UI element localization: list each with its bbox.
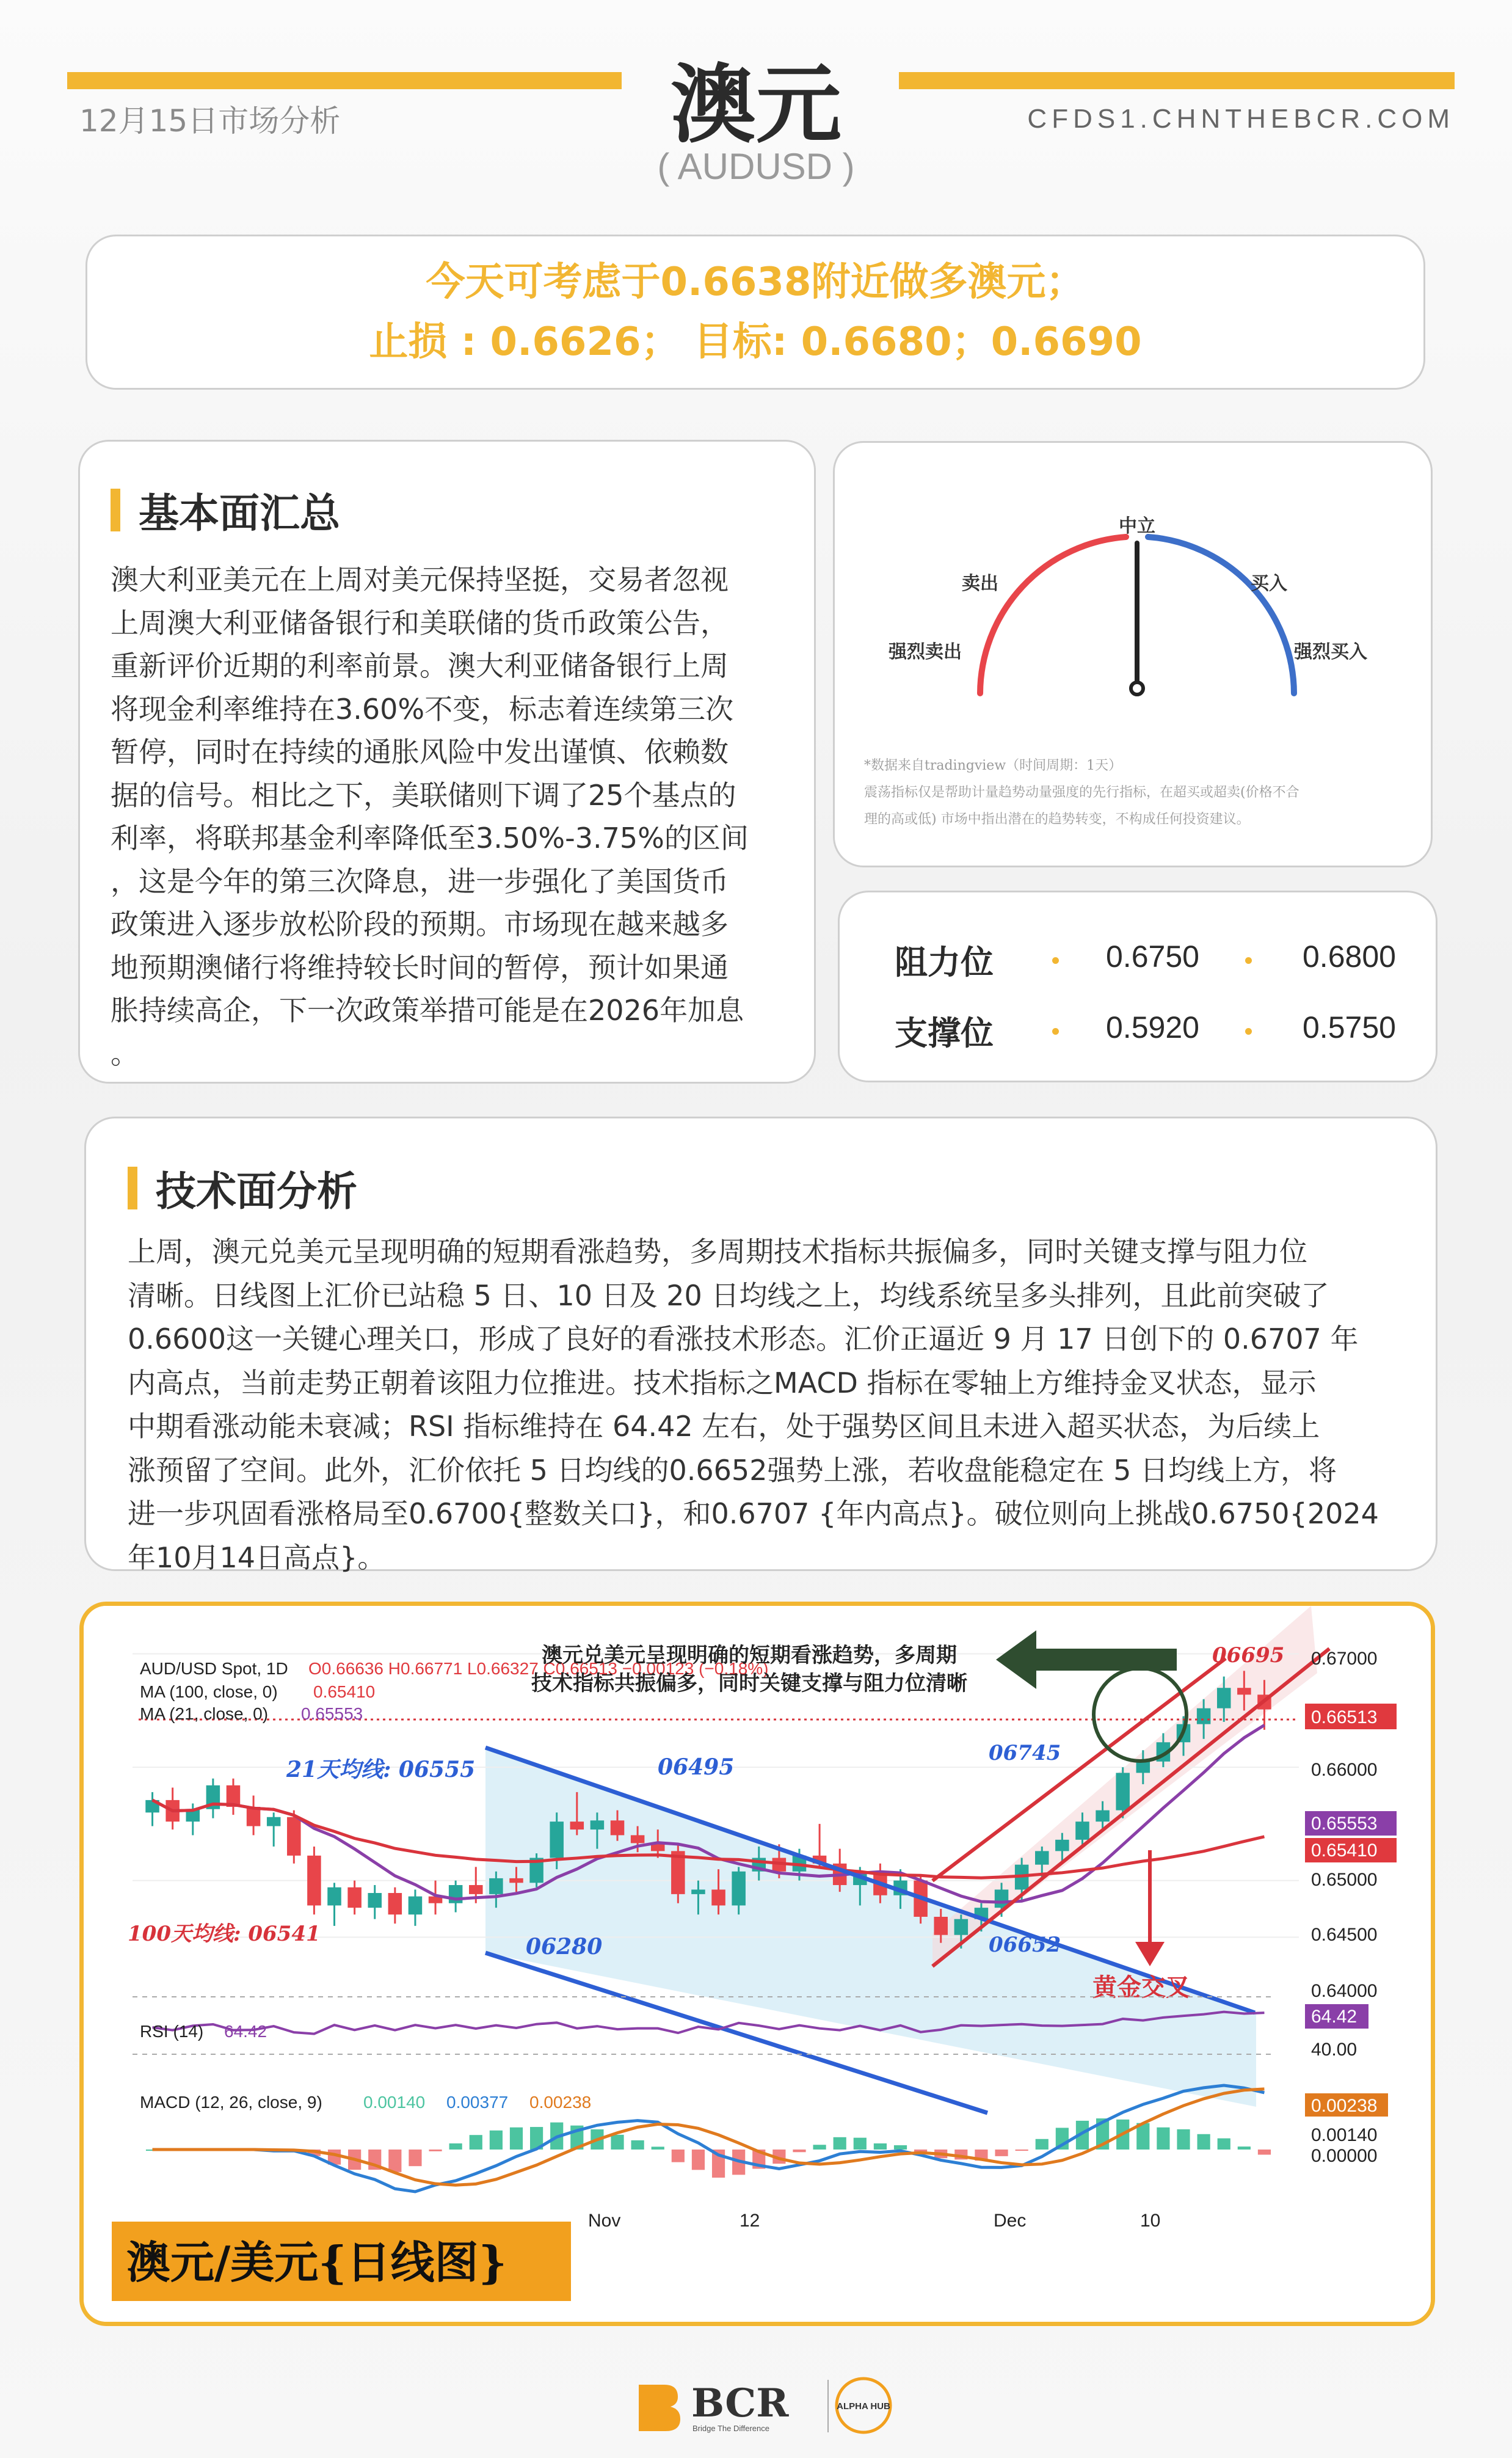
recommendation-targets: 止损 : 0.6626； 目标: 0.6680；0.6690 bbox=[369, 319, 1142, 365]
macd-histogram-bar bbox=[854, 2138, 867, 2150]
macd-histogram-bar bbox=[1238, 2146, 1251, 2150]
technical-card bbox=[84, 1117, 1437, 1574]
gauge-label-buy: 买入 bbox=[1251, 573, 1287, 594]
bullet-dot bbox=[1052, 957, 1059, 964]
gauge-label-strong-sell: 强烈卖出 bbox=[889, 641, 962, 663]
resistance-value: 0.6800 bbox=[1303, 939, 1396, 974]
resistance-value: 0.6750 bbox=[1106, 939, 1199, 974]
chart-annotation: 技术指标共振偏多，同时关键支撑与阻力位清晰 bbox=[531, 1671, 967, 1696]
macd-histogram-bar bbox=[429, 2150, 442, 2151]
candle-body bbox=[691, 1889, 705, 1894]
key-levels-card bbox=[838, 891, 1437, 1082]
footer-tagline: Bridge The Difference bbox=[692, 2424, 769, 2433]
technical-line: 中期看涨动能未衰减；RSI 指标维持在 64.42 左右，处于强势区间且未进入超买状态，为后续上 bbox=[128, 1410, 1320, 1443]
price-axis-tick: 0.64000 bbox=[1311, 1981, 1378, 2001]
chart-annotation: 澳元兑美元呈现明确的短期看涨趋势，多周期 bbox=[542, 1643, 957, 1668]
macd-histogram-bar bbox=[611, 2135, 623, 2150]
fundamental-line: 将现金利率维持在3.60%不变，标志着连续第三次 bbox=[111, 692, 734, 726]
candle-body bbox=[1217, 1688, 1231, 1708]
macd-histogram-bar bbox=[388, 2150, 401, 2172]
price-axis-tick: 0.64500 bbox=[1311, 1925, 1378, 1945]
technical-line: 0.6600这一关键心理关口，形成了良好的看涨技术形态。汇价正逼近 9 月 17 日创下的 0.6707 年 bbox=[128, 1322, 1359, 1355]
price-chart-card bbox=[79, 1602, 1435, 2326]
bcr-logo bbox=[635, 2366, 904, 2440]
macd-histogram-bar bbox=[1177, 2129, 1190, 2150]
fundamental-line: 澳大利亚美元在上周对美元保持坚挺，交易者忽视 bbox=[111, 563, 729, 596]
fundamental-line: 胀持续高企，下一次政策举措可能是在2026年加息 bbox=[111, 994, 744, 1027]
macd-line-value: 0.00377 bbox=[446, 2093, 509, 2112]
resistance-label: 阻力位 bbox=[895, 943, 994, 982]
candle-body bbox=[1035, 1851, 1049, 1864]
support-value: 0.5920 bbox=[1106, 1010, 1199, 1045]
x-axis-tick: 12 bbox=[740, 2211, 760, 2231]
gauge-label-sell: 卖出 bbox=[962, 573, 998, 594]
candle-body bbox=[732, 1872, 746, 1906]
technical-line: 涨预留了空间。此外，汇价依托 5 日均线的0.6652强势上涨，若收盘能稳定在 5 日均线上方，将 bbox=[128, 1453, 1337, 1487]
heading-marker bbox=[128, 1167, 137, 1209]
macd-label: MACD (12, 26, close, 9) bbox=[140, 2093, 322, 2112]
bcr-logo-mark bbox=[639, 2385, 680, 2431]
macd-histogram-bar bbox=[692, 2150, 705, 2170]
footer-brand: BCR bbox=[691, 2380, 789, 2426]
legend-ma100-value: 0.65410 bbox=[313, 1682, 376, 1701]
macd-histogram-bar bbox=[510, 2128, 523, 2150]
gauge-arc-buy bbox=[1148, 537, 1294, 693]
gauge-label-neutral: 中立 bbox=[1119, 516, 1155, 537]
rsi-value: 64.42 bbox=[224, 2022, 267, 2041]
legend-ma100: MA (100, close, 0) bbox=[140, 1682, 278, 1701]
uptrend-label: 06745 bbox=[989, 1741, 1061, 1765]
candle-body bbox=[631, 1835, 645, 1843]
macd-axis-tick: 0.00000 bbox=[1311, 2146, 1378, 2166]
x-axis-tick: 10 bbox=[1140, 2211, 1161, 2231]
candle-body bbox=[1096, 1811, 1110, 1822]
macd-histogram-bar bbox=[834, 2137, 846, 2150]
candle-body bbox=[954, 1919, 969, 1935]
macd-histogram-bar bbox=[894, 2145, 907, 2150]
support-row bbox=[840, 1001, 1436, 1062]
chart-ohlc: O0.66636 H0.66771 L0.66327 C0.66513 −0.00123 (−0.18%) bbox=[308, 1659, 769, 1678]
chart-caption: 澳元/美元{日线图} bbox=[126, 2236, 507, 2288]
ma21-label: 21天均线: 06555 bbox=[286, 1757, 476, 1782]
macd-histogram-bar bbox=[449, 2143, 462, 2150]
legend-ma21: MA (21, close, 0) bbox=[140, 1704, 269, 1723]
candle-body bbox=[591, 1820, 605, 1829]
candle-body bbox=[469, 1885, 483, 1894]
macd-histogram-bar bbox=[793, 2150, 805, 2152]
golden-cross-label: 黄金交叉 bbox=[1092, 1973, 1190, 2002]
rsi-level-tick: 40.00 bbox=[1311, 2040, 1358, 2060]
macd-histogram-bar bbox=[652, 2146, 664, 2150]
macd-histogram-bar bbox=[1016, 2150, 1028, 2151]
fundamental-line: 地预期澳储行将维持较长时间的暂停，预计如果通 bbox=[111, 950, 729, 984]
rsi-value-tag-text: 64.42 bbox=[1311, 2007, 1358, 2027]
technical-line: 内高点，当前走势正朝着该阻力位推进。技术指标之MACD 指标在零轴上方维持金叉状态，显示 bbox=[128, 1366, 1317, 1399]
candle-body bbox=[934, 1917, 948, 1935]
macd-histogram-bar bbox=[874, 2143, 887, 2150]
technical-line: 进一步巩固看涨格局至0.6700{整数关口}，和0.6707 {年内高点}。破位则向上挑战0.6750{2024 bbox=[128, 1497, 1379, 1530]
ma100-label: 100天均线: 06541 bbox=[128, 1922, 321, 1946]
legend-ma21-value: 0.65553 bbox=[301, 1704, 363, 1723]
bullet-dot bbox=[1052, 1028, 1059, 1035]
candle-body bbox=[1116, 1773, 1130, 1810]
macd-histogram-bar bbox=[490, 2131, 503, 2150]
technical-line: 年10月14日高点}。 bbox=[128, 1541, 386, 1574]
macd-histogram-bar bbox=[1157, 2128, 1169, 2150]
x-axis-tick: Dec bbox=[994, 2211, 1027, 2231]
sentiment-gauge-card bbox=[833, 441, 1433, 867]
candle-body bbox=[509, 1878, 523, 1883]
price-axis-tick: 0.66000 bbox=[1311, 1760, 1378, 1780]
candle-body bbox=[327, 1887, 341, 1906]
fundamental-line: 据的信号。相比之下，美联储则下调了25个基点的 bbox=[111, 778, 736, 812]
technical-line: 清晰。日线图上汇价已站稳 5 日、10 日及 20 日均线之上，均线系统呈多头排列，且此前突破了 bbox=[128, 1278, 1329, 1312]
candle-body bbox=[1136, 1762, 1150, 1773]
candle-body bbox=[347, 1887, 362, 1908]
gauge-disclaimer: 震荡指标仅是帮助计量趋势动量强度的先行指标，在超买或超卖(价格不合 bbox=[864, 785, 1299, 800]
technical-body bbox=[128, 1230, 1408, 1580]
candle-body bbox=[307, 1856, 321, 1906]
fundamental-heading bbox=[111, 481, 786, 539]
bullet-dot bbox=[1245, 1028, 1252, 1035]
footer-partner: ALPHA HUB bbox=[837, 2401, 890, 2412]
fundamental-line: 重新评价近期的利率前景。澳大利亚储备银行上周 bbox=[111, 649, 729, 682]
macd-histogram-bar bbox=[470, 2135, 482, 2150]
candle-body bbox=[409, 1897, 423, 1915]
channel-top-label: 06495 bbox=[658, 1754, 735, 1780]
candle-body bbox=[550, 1822, 564, 1858]
recommendation-card bbox=[85, 235, 1425, 390]
candle-body bbox=[1197, 1709, 1211, 1724]
technical-heading-text: 技术面分析 bbox=[156, 1168, 357, 1215]
rsi-label: RSI (14) bbox=[140, 2022, 204, 2041]
candle-body bbox=[489, 1878, 503, 1894]
macd-histogram-bar bbox=[1258, 2150, 1271, 2154]
macd-histogram-bar bbox=[672, 2150, 685, 2162]
candle-body bbox=[388, 1893, 402, 1914]
macd-axis-tick: 0.00140 bbox=[1311, 2125, 1378, 2145]
fundamental-card bbox=[78, 440, 816, 1084]
chart-symbol: AUD/USD Spot, 1D bbox=[140, 1659, 288, 1678]
last-price-tag-text: 0.66513 bbox=[1311, 1707, 1378, 1727]
gauge-label-strong-buy: 强烈买入 bbox=[1294, 641, 1367, 663]
candle-body bbox=[1075, 1822, 1089, 1840]
ma100-price-tag-text: 0.65410 bbox=[1311, 1840, 1378, 1861]
fundamental-line: 上周澳大利亚储备银行和美联储的货币政策公告， bbox=[111, 606, 729, 640]
price-axis-tick: 0.65000 bbox=[1311, 1870, 1378, 1890]
x-axis-tick: Nov bbox=[588, 2211, 621, 2231]
technical-heading bbox=[128, 1159, 1408, 1217]
page-subtitle: ( AUDUSD ) bbox=[657, 146, 855, 187]
gauge-pivot bbox=[1131, 682, 1143, 695]
macd-histogram-bar bbox=[1218, 2139, 1230, 2150]
macd-histogram-bar bbox=[409, 2150, 421, 2166]
candle-body bbox=[287, 1817, 301, 1856]
fundamental-line: 。 bbox=[111, 1037, 139, 1070]
support-label: 支撑位 bbox=[895, 1014, 994, 1052]
support-value: 0.5750 bbox=[1303, 1010, 1396, 1045]
fundamental-body bbox=[111, 558, 786, 1075]
gauge-source-note: *数据来自tradingview（时间周期：1天） bbox=[864, 758, 1122, 773]
gauge-disclaimer: 理的高或低) 市场中指出潜在的趋势转变，不构成任何投资建议。 bbox=[864, 812, 1250, 827]
macd-histogram-bar bbox=[1036, 2139, 1049, 2150]
macd-histogram-bar bbox=[1198, 2134, 1210, 2150]
candle-body bbox=[711, 1889, 725, 1905]
fundamental-line: 政策进入逐步放松阶段的预期。市场现在越来越多 bbox=[111, 908, 729, 941]
aud-usd-daily-chart bbox=[84, 1606, 1431, 2322]
fundamental-heading-text: 基本面汇总 bbox=[139, 490, 340, 537]
channel-bottom-label: 06280 bbox=[526, 1934, 603, 1960]
macd-histogram-bar bbox=[813, 2145, 826, 2150]
page-title: 澳元 bbox=[670, 56, 841, 155]
candle-body bbox=[570, 1822, 584, 1829]
top-label: 06695 bbox=[1212, 1643, 1285, 1668]
heading-marker bbox=[111, 489, 120, 531]
uptrend-low-label: 06652 bbox=[989, 1933, 1061, 1957]
gauge-arc-sell bbox=[980, 537, 1126, 693]
candle-body bbox=[368, 1893, 382, 1908]
macd-axis-tick: 0.00238 bbox=[1311, 2096, 1378, 2116]
bullet-dot bbox=[1245, 957, 1252, 964]
technical-line: 上周，澳元兑美元呈现明确的短期看涨趋势，多周期技术指标共振偏多，同时关键支撑与阻力位 bbox=[128, 1235, 1307, 1268]
ma21-price-tag-text: 0.65553 bbox=[1311, 1814, 1378, 1834]
candle-body bbox=[267, 1817, 281, 1826]
candle-body bbox=[1055, 1840, 1069, 1851]
macd-hist-value: 0.00140 bbox=[363, 2093, 426, 2112]
macd-signal-value: 0.00238 bbox=[529, 2093, 592, 2112]
resistance-row bbox=[840, 930, 1436, 991]
report-date: 12月15日市场分析 bbox=[79, 103, 341, 139]
site-link[interactable]: CFDS1.CHNTHEBCR.COM bbox=[1027, 104, 1455, 134]
fundamental-line: 暂停，同时在持续的通胀风险中发出谨慎、依赖数 bbox=[111, 735, 729, 768]
macd-histogram-bar bbox=[995, 2150, 1008, 2156]
candle-body bbox=[1237, 1688, 1251, 1694]
fundamental-line: 利率，将联邦基金利率降低至3.50%-3.75%的区间 bbox=[111, 822, 749, 855]
candle-body bbox=[611, 1820, 625, 1835]
macd-histogram-bar bbox=[631, 2140, 644, 2150]
recommendation-entry: 今天可考虑于0.6638附近做多澳元； bbox=[426, 260, 1085, 305]
price-axis-tick: 0.67000 bbox=[1311, 1649, 1378, 1669]
fundamental-line: ，这是今年的第三次降息，进一步强化了美国货币 bbox=[111, 864, 729, 898]
